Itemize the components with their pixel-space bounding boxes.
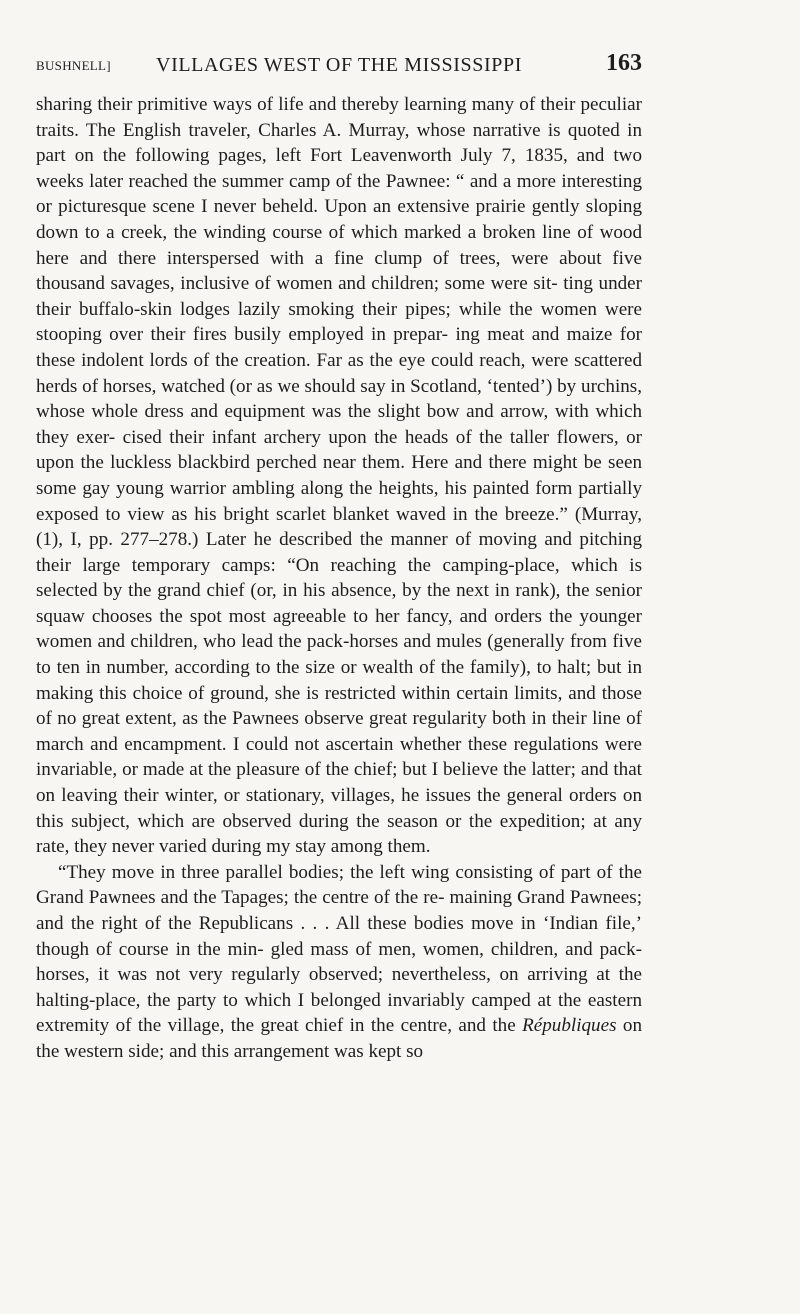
- paragraph-text: on the western side; and this arrangement was kept so: [36, 1015, 642, 1062]
- running-author: BUSHNELL]: [36, 58, 111, 73]
- running-header: [36, 52, 642, 88]
- paragraph-text: “They move in three parallel bodies; the left wing consisting of part of the Grand Pawnees and the Tapages; the centre of the re- maining Grand Pawnees; and the right of the Republicans . . . All these bodies move in ‘Indian file,’ though of course in the min- gled mass of men, women, children, and pack-horses, it was not very regularly observed; nevertheless, on arriving at the halting-place, the party to which I belonged invariably camped at the eastern extremity of the village, the great chief in the centre, and the: [36, 861, 642, 1037]
- page-number: 163: [606, 50, 642, 76]
- italic-term: Républiques: [522, 1015, 617, 1037]
- body-text: [36, 92, 642, 1065]
- paragraph: [36, 860, 642, 1065]
- running-title: VILLAGES WEST OF THE MISSISSIPPI: [156, 54, 522, 76]
- paragraph: sharing their primitive ways of life and thereby learning many of their peculiar traits. The English traveler, Charles A. Murray, whose narrative is quoted in part on the following pages, left Fort Leavenworth July 7, 1835, and two weeks later reached the summer camp of the Pawnee: “ and a more interesting or picturesque scene I never beheld. Upon an extensive prairie gently sloping down to a creek, the winding course of which marked a broken line of wood here and there interspersed with a fine clump of trees, were about five thousand savages, inclusive of women and children; some were sit- ting under their buffalo-skin lodges lazily smoking their pipes; while the women were stooping over their fires busily employed in prepar- ing meat and maize for these indolent lords of the creation. Far as the eye could reach, were scattered herds of horses, watched (or as we should say in Scotland, ‘tented’) by urchins, whose whole dress and equipment was the slight bow and arrow, with which they exer- cised their infant archery upon the heads of the taller flowers, or upon the luckless blackbird perched near them. Here and there might be seen some gay young warrior ambling along the heights, his painted form partially exposed to view as his bright scarlet blanket waved in the breeze.” (Murray, (1), I, pp. 277–278.) Later he described the manner of moving and pitching their large temporary camps: “On reaching the camping-place, which is selected by the grand chief (or, in his absence, by the next in rank), the senior squaw chooses the spot most agreeable to her fancy, and orders the younger women and children, who lead the pack-horses and mules (generally from five to ten in number, according to the size or wealth of the family), to halt; but in making this choice of ground, she is restricted within certain limits, and those of no great extent, as the Pawnees observe great regularity both in their line of march and encampment. I could not ascertain whether these regulations were invariable, or made at the pleasure of the chief; but I believe the latter; and that on leaving their winter, or stationary, villages, he issues the general orders on this subject, which are observed during the season or the expedition; at any rate, they never varied during my stay among them.: [36, 94, 642, 858]
